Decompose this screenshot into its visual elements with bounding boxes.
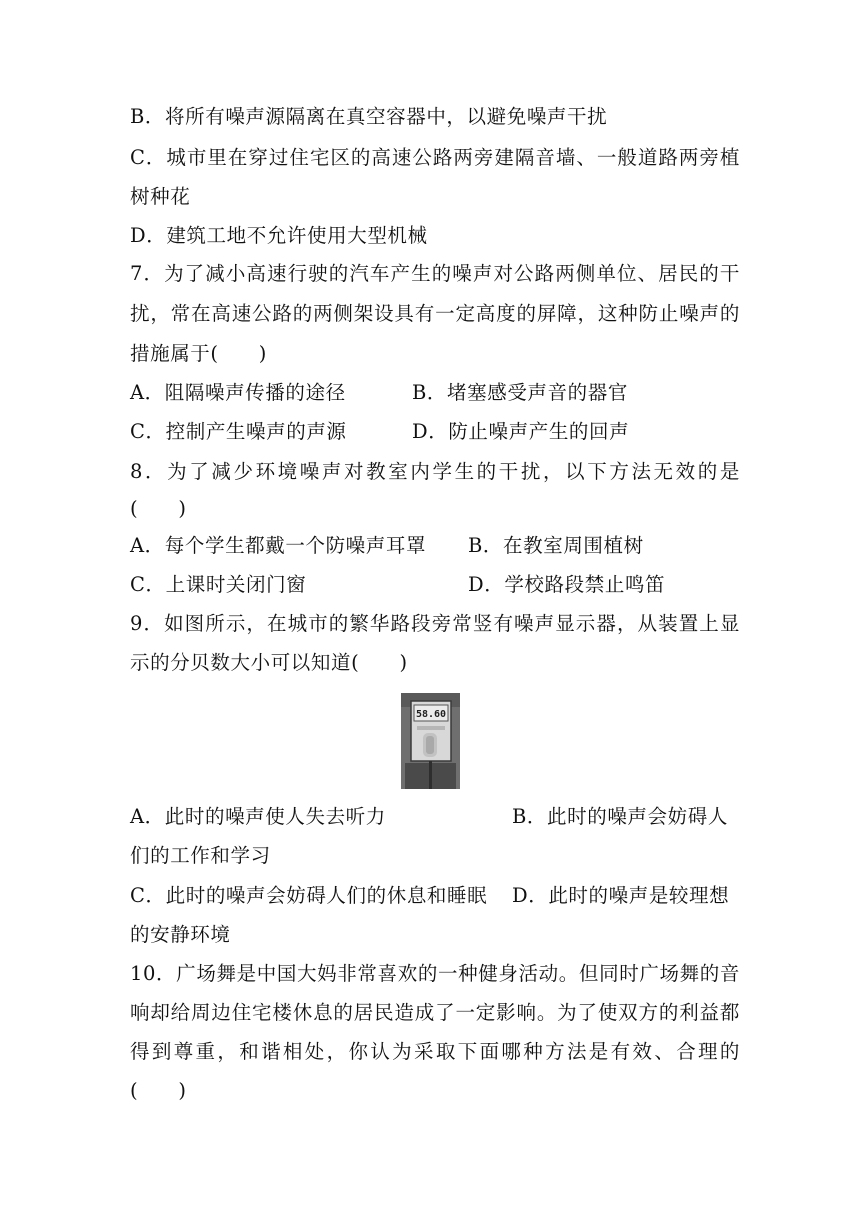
q8-options-row2 bbox=[130, 570, 740, 600]
q9-options-row1 bbox=[130, 802, 740, 832]
q7-option-d: D．防止噪声产生的回声 bbox=[412, 420, 630, 443]
q9-option-d-part2: 的安静环境 bbox=[130, 923, 231, 946]
q10-stem-line2: 响却给周边住宅楼休息的居民造成了一定影响。为了使双方的利益都 bbox=[130, 1001, 740, 1024]
q9-option-d-part1: D．此时的噪声是较理想 bbox=[512, 884, 730, 907]
q7-option-a: A．阻隔噪声传播的途径 bbox=[130, 381, 346, 404]
q10-stem-line1: 10．广场舞是中国大妈非常喜欢的一种健身活动。但同时广场舞的音 bbox=[130, 962, 740, 985]
q6-option-d: D．建筑工地不允许使用大型机械 bbox=[130, 224, 428, 247]
q7-stem-line3: 措施属于( ) bbox=[130, 342, 268, 365]
q10-stem-line3: 得到尊重，和谐相处，你认为采取下面哪种方法是有效、合理的 bbox=[130, 1040, 740, 1063]
q7-options-row1 bbox=[130, 378, 740, 408]
q7-option-b: B．堵塞感受声音的器官 bbox=[412, 381, 628, 404]
q10-stem-line4: ( ) bbox=[130, 1079, 187, 1102]
q8-option-d: D．学校路段禁止鸣笛 bbox=[468, 573, 666, 596]
q9-option-b-part1: B．此时的噪声会妨碍人 bbox=[512, 805, 728, 828]
noise-display-photo bbox=[401, 693, 460, 789]
noise-display-reading: 58.60 bbox=[415, 709, 447, 720]
q7-option-c: C．控制产生噪声的声源 bbox=[130, 420, 347, 443]
q9-option-c: C．此时的噪声会妨碍人们的休息和睡眠 bbox=[130, 884, 488, 907]
q8-stem-line2: ( ) bbox=[130, 497, 187, 520]
q8-option-c: C．上课时关闭门窗 bbox=[130, 573, 307, 596]
q6-option-b: B．将所有噪声源隔离在真空容器中，以避免噪声干扰 bbox=[130, 105, 608, 128]
q7-stem-line1: 7．为了减小高速行驶的汽车产生的噪声对公路两侧单位、居民的干 bbox=[130, 262, 740, 285]
q7-stem-line2: 扰，常在高速公路的两侧架设具有一定高度的屏障，这种防止噪声的 bbox=[130, 302, 740, 325]
q9-option-b-part2: 们的工作和学习 bbox=[130, 844, 271, 867]
q7-options-row2 bbox=[130, 417, 740, 447]
q9-stem-line1: 9．如图所示，在城市的繁华路段旁常竖有噪声显示器，从装置上显 bbox=[130, 612, 740, 635]
q8-option-b: B．在教室周围植树 bbox=[468, 534, 644, 557]
q6-option-c-line1: C．城市里在穿过住宅区的高速公路两旁建隔音墙、一般道路两旁植 bbox=[130, 146, 740, 169]
q9-option-a: A．此时的噪声使人失去听力 bbox=[130, 805, 386, 828]
q9-options-row2 bbox=[130, 881, 740, 911]
q8-options-row1 bbox=[130, 531, 740, 561]
q8-option-a: A．每个学生都戴一个防噪声耳罩 bbox=[130, 534, 427, 557]
q8-stem-line1: 8．为了减少环境噪声对教室内学生的干扰，以下方法无效的是 bbox=[130, 460, 740, 483]
q6-option-c-line2: 树种花 bbox=[130, 185, 191, 208]
q9-stem-line2: 示的分贝数大小可以知道( ) bbox=[130, 651, 408, 674]
